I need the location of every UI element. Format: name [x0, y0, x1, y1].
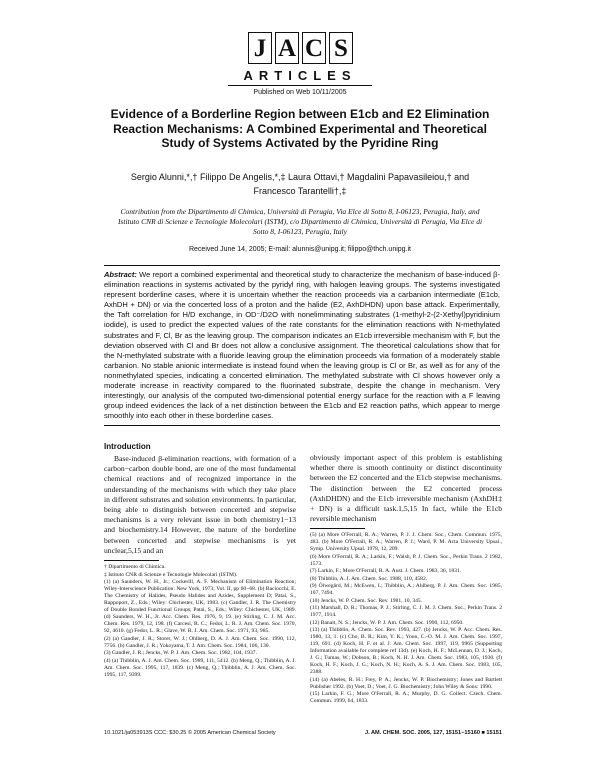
abstract-text: We report a combined experimental and theoretical study to characterize the mechanism of base-induced β-elimination reactions in systems activated by the pyridyl ring, with halogen leaving groups. The systems investigated represent borderline cases, where it is uncertain whether the reaction proceeds via a carbanion intermediate (E1cb, AxhDH + DN) or via the concerted loss of a proton and the halide (E2, AxhDHDN) upon base attack. Experimentally, the Taft correlation for H/D exchange, in OD⁻/D2O with nonelimminating substrates (1-methyl-2-(2-Xethyl)pyridinium iodide), is used to predict the expected values of the rate constants for the elimination reactions with N-methylated substrates and F, Cl, Br as the leaving group. The comparison indicates an E1cb irreversible mechanism with F, but the deviation observed with Cl and Br does not allow a conclusive assignment. The theoretical calculations show that for the N-methylated substrate with a fluoride leaving group the elimination proceeds via formation of a moderately stable carbanion. No stable anionic intermediate is instead found when the leaving group is Cl or Br, as well as for any of the nonmethylated species, indicating a concerted elimination. The methylated substrate with Cl shows however only a moderate increase in reactivity compared to the fluorinated substrate, despite the change in mechanism. Very interestingly, our analysis of the computed two-dimensional potential energy surface for the reaction with a F leaving group indeed evidences the lack of a net distinction between the E1cb and E2 reaction paths, which appear to merge smoothly into each other in these borderline cases. [104, 270, 500, 421]
reference-item: (13) (a) Thibblin, A. Chem. Soc. Rev. 1993, 427. (b) Jencks, W. P. Acc. Chem. Res. 1980, 13, 1. (c) Cho, B. R.; Kim, Y. K.; Yoon, C.-O. M. J. Am. Chem. Soc. 1997, 119, 691. (d) Koch, H. F. et al. J. Am. Chem. Soc. 1997, 119, 9965 (Supporting Information available for complete ref 13d). (e) Koch, H. F.; McLennan, D. J.; Koch, J. G.; Tumas, W.; Dobson, B.; Koch, N. H. J. Am. Chem. Soc. 1983, 105, 1930. (f) Koch, H. F.; Koch, J. G.; Koch, N. H.; Koch, A. S. J. Am. Chem. Soc. 1983, 105, 2388. [310, 627, 502, 676]
masthead-rule [228, 85, 372, 86]
body-paragraph: obviously important aspect of this problem is establishing whether there is smooth continuity or distinct discontinuity between the E2 concerted and the E1cb stepwise mechanisms. The distinction between the E2 concerted process (AxhDHDN) and the E1cb irreversible mechanism (AxhDH‡ + DN) is a difficult task.1,5,15 In fact, while the E1cb reversible mechanism [310, 453, 502, 524]
reference-item: (10) Jencks, W. P. Chem. Soc. Rev. 1981, 10, 345. [310, 597, 423, 604]
intro-paragraph: Base-induced β-elimination reactions, with formation of a carbon−carbon double bond, are one of the most fundamental chemical reactions and of recognized importance in the understanding of the mechanisms with which they take place in different substrates and solution environments. In particular, being able to distinguish between concerted and stepwise mechanisms is a very relevant issue in both chemistry1−13 and biochemistry.14 However, the nature of the borderline between concerted and stepwise mechanisms is yet unclear,5,15 and an [104, 454, 296, 555]
article-title: Evidence of a Borderline Region between E1cb and E2 Elimination Reaction Mechanisms: A Combined Experimental and Theoretical Study of Systems Activated by the Pyridine Ring [110, 107, 490, 150]
reference-item: (15) Larkin, F. G.; More O'Ferrall, R. A.; Murphy, D. G. Collect. Czech. Chem. Commun. 1999, 64, 1833. [310, 691, 502, 705]
abstract-label: Abstract: [104, 270, 137, 279]
logo-letter: C [302, 32, 326, 64]
reference-rule [310, 528, 365, 529]
author-line: Francesco Tarantelli†,‡ [253, 186, 347, 196]
footnote: (2) (a) Gandler, J. R.; Storer, W. J.; Ohlberg, D. A. J. Am. Chem. Soc. 1990, 112, 7756. (b) Gandler, J. R.; Yokoyama, T. J. Am. Chem. Soc. 1984, 106, 130. [104, 635, 296, 649]
logo-letter: J [248, 32, 272, 64]
doi-footer: 10.1021/ja053913S CCC: $30.25 © 2005 American Chemical Society [104, 730, 276, 736]
reference-item: (5) (a) More O'Ferrall, R. A.; Warren, P. J. J. Chem. Soc., Chem. Commun. 1975, 483. (b) More O'Ferrall, R. A.; Warren, P. J.; Ward, P. M. Acta University Upsal., Symp. University Upsal. 1978, 12, 209. [310, 532, 502, 553]
reference-item: (11) Marshall, D. R.; Thomas, P. J.; Stirling, C. J. M. J. Chem. Soc., Perkin Trans. 2 1977, 1914. [310, 605, 502, 619]
right-column [310, 440, 502, 706]
reference-item: (14) (a) Abeles, R. H.; Frey, P. A.; Jencks, W. P. Biochemistry; Jones and Bartlett Publisher 1992. (b) Voet, D.; Voet, J. G. Biochemistry; John Wiley & Sons: 1990. [310, 676, 502, 690]
received-line: Received June 14, 2005; E-mail: alunnis@unipg.it; filippo@thch.unipg.it [188, 246, 411, 253]
affiliation: Contribution from the Dipartimento di Chimica, Università di Perugia, Via Elce di Sotto 8, I-06123, Perugia, Italy, and Istituto CNR di Scienze e Tecnologie Molecolari (ISTM), c/o Dipartimento di Chimica, Università di Perugia, Via Elce di Sotto 8, I-06123, Perugia, Italy [117, 207, 483, 236]
abstract [104, 265, 500, 426]
author-line: Sergio Alunni,*,† Filippo De Angelis,*,‡ Laura Ottavi,† Magdalini Papavasileiou,† and [130, 172, 470, 182]
reference-item: (8) Thibblin, A. J. Am. Chem. Soc. 1988, 110, 4582. [310, 575, 428, 582]
footnote-rule [104, 560, 159, 561]
reference-item: (12) Banait, N. S.; Jencks, W. P. J. Am. Chem. Soc. 1990, 112, 6950. [310, 619, 464, 626]
logo-letter: S [329, 32, 353, 64]
footnote: ‡ Istituto CNR di Scienze e Tecnologie Molecolari (ISTM). [104, 571, 238, 578]
reference-item: (7) Larkin, F.; More O'Ferrall, R. A. Aust. J. Chem. 1983, 36, 1831. [310, 568, 462, 575]
footnote: (4) (a) Thibblin, A. J. Am. Chem. Soc. 1989, 111, 5412. (b) Meng, Q.; Thibblin, A. J. Am. Chem. Soc. 1995, 117, 1839. (c) Meng, Q.; Thibblin, A. J. Am. Chem. Soc. 1995, 117, 9399. [104, 657, 296, 678]
footnote: (1) (a) Saunders, W. H., Jr.; Cockerill, A. F. Mechanism of Elimination Reaction; Wiley-Interscience Publication: New York, 1973; Vol. II, pp 60−68. (b) Baciocchi, E. The Chemistry of Halides, Pseudo Halides and Azides, Supplement D; Patai, S., Rappoport, Z., Eds.; Wiley: Chichester, UK, 1983. (c) Gandler, J. R. The Chemistry of Double Bonded Functional Groups; Patai, S., Eds.; Wiley: Chichester, UK, 1989. (d) Saunders, W. H., Jr. Acc. Chem. Res. 1976, 9, 19. (e) Stirling, C. J. M. Acc. Chem. Res. 1979, 12, 198. (f) Carcesi, R. C.; Fedor, L. R. J. Am. Chem. Soc. 1970, 92, 4610. (g) Fedor, L. R.; Glave, W. R. J. Am. Chem. Soc. 1971, 93, 985. [104, 579, 296, 635]
reference-item: (6) More O'Ferrall, R. A.; Larkin, F.; Walsh, P. J. Chem. Soc., Perkin Trans. 2 1982, 1573. [310, 553, 502, 567]
author-list [110, 170, 490, 198]
journal-citation-footer: J. AM. CHEM. SOC. 2005, 127, 15151−15160 ■ 15151 [364, 730, 502, 736]
footnote: † Dipartimento di Chimica. [104, 564, 166, 571]
left-column [104, 440, 296, 679]
section-heading: Introduction [104, 442, 151, 451]
published-date: Published on Web 10/11/2005 [253, 89, 347, 96]
footnote: (3) Gandler, J. R.; Jencks, W. P. J. Am. Chem. Soc. 1982, 104, 1937. [104, 650, 257, 657]
reference-item: (9) Ölwegård, M.; McEwen, I.; Thibblin, A.; Ahlberg, P. J. Am. Chem. Soc. 1985, 107, 7494. [310, 583, 502, 597]
section-label: ARTICLES [243, 68, 357, 83]
logo-letter: A [275, 32, 299, 64]
journal-logo [248, 32, 353, 64]
